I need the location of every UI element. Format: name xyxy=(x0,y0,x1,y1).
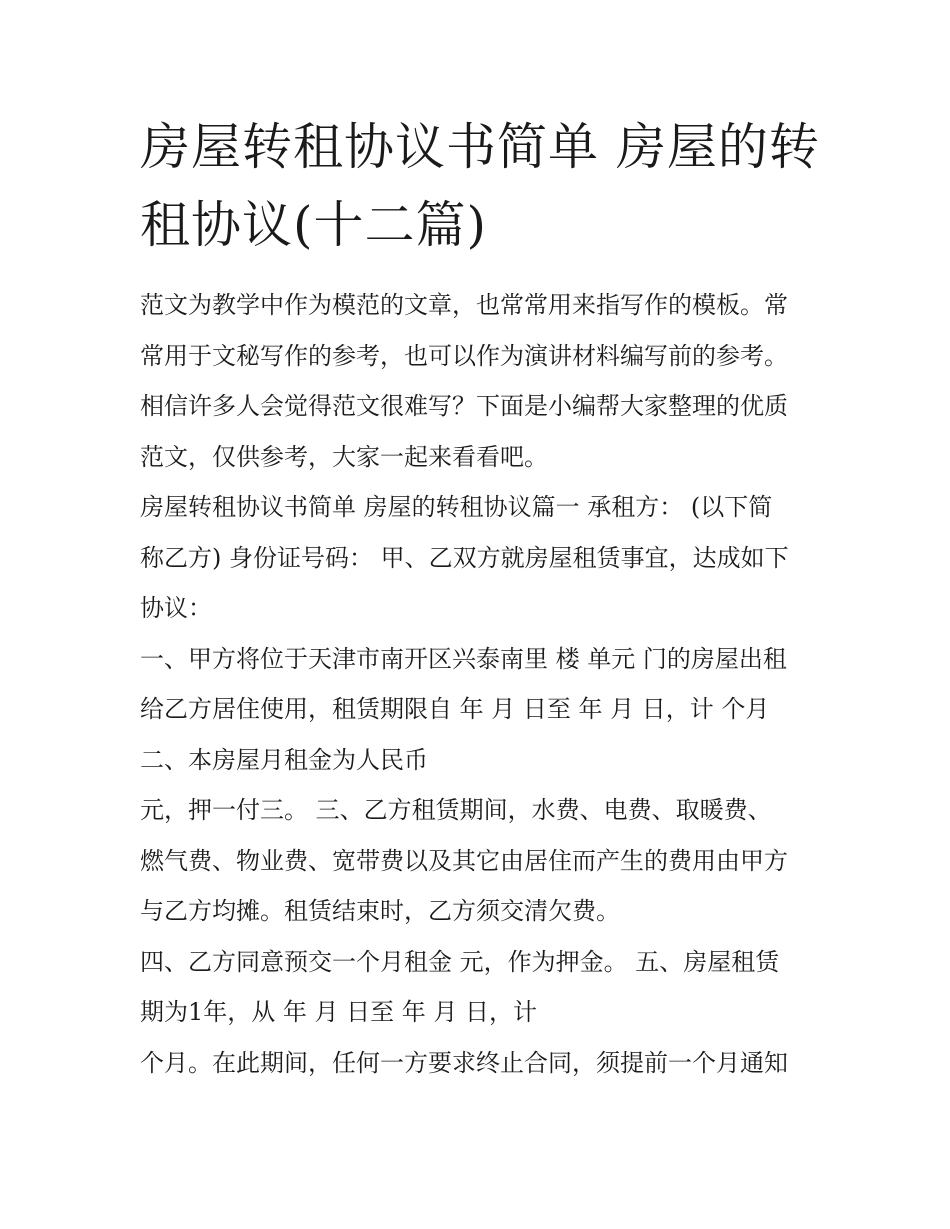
body-line: 称乙方) 身份证号码： 甲、乙双方就房屋租赁事宜，达成如下 xyxy=(140,543,789,572)
body-line: 范文为教学中作为模范的文章，也常常用来指写作的模板。常 xyxy=(140,291,788,319)
body-line: 常用于文秘写作的参考，也可以作为演讲材料编写前的参考。 xyxy=(140,341,788,370)
body-line: 房屋转租协议书简单 房屋的转租协议篇一 承租方： (以下简 xyxy=(140,493,773,521)
body-line: 与乙方均摊。租赁结束时，乙方须交清欠费。 xyxy=(140,897,620,925)
document-title xyxy=(140,108,820,264)
body-line: 给乙方居住使用，租赁期限自 年 月 日至 年 月 日，计 个月 xyxy=(140,695,770,723)
title-line: 租协议(十二篇) xyxy=(140,196,488,254)
document-body xyxy=(140,280,820,1088)
title-line: 房屋转租协议书简单 房屋的转 xyxy=(140,118,820,176)
body-line: 二、本房屋月租金为人民币 xyxy=(140,745,428,774)
body-line: 燃气费、物业费、宽带费以及其它由居住而产生的费用由甲方 xyxy=(140,846,788,875)
body-line: 元，押一付三。 三、乙方租赁期间，水费、电费、取暖费、 xyxy=(140,796,772,824)
body-line: 期为1年，从 年 月 日至 年 月 日，计 xyxy=(140,998,538,1026)
body-line: 范文，仅供参考，大家一起来看看吧。 xyxy=(140,442,548,471)
body-line: 个月。在此期间，任何一方要求终止合同，须提前一个月通知 xyxy=(140,1048,788,1077)
body-line: 四、乙方同意预交一个月租金 元，作为押金。 五、房屋租赁 xyxy=(140,947,780,976)
body-line: 相信许多人会觉得范文很难写？下面是小编帮大家整理的优质 xyxy=(140,392,788,420)
body-line: 协议： xyxy=(140,594,212,622)
body-line: 一、甲方将位于天津市南开区兴泰南里 楼 单元 门的房屋出租 xyxy=(140,644,787,673)
